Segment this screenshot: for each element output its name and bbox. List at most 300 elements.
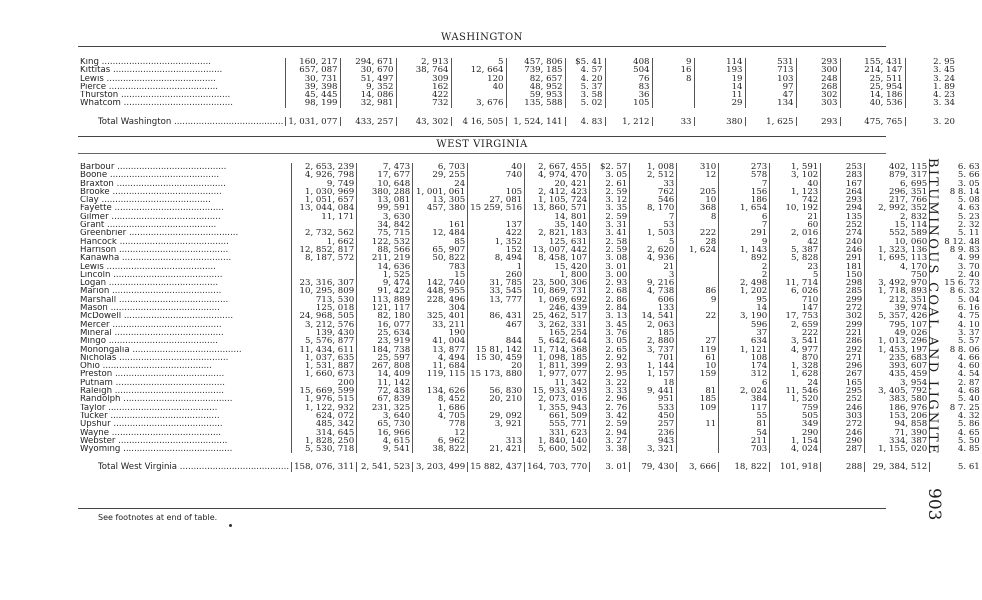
- table-cell: 5, 828: [770, 254, 821, 262]
- table-cell: 211: [719, 437, 770, 445]
- table-cell: 2. 84: [590, 304, 630, 312]
- table-cell: 2, 512: [630, 171, 677, 179]
- county-name: Greenbrier ........................................: [80, 229, 239, 238]
- table-cell: 51, 497: [340, 75, 396, 83]
- table-cell: 105: [605, 99, 652, 107]
- table-cell: 2. 96: [590, 395, 630, 403]
- table-cell: 2. 86: [590, 296, 630, 304]
- table-cell: 137: [468, 221, 525, 229]
- table-cell: 5. 23: [930, 213, 982, 221]
- table-cell: 13, 877: [413, 346, 468, 354]
- table-cell: [677, 180, 719, 188]
- table-cell: 21: [770, 213, 821, 221]
- table-cell: 181: [821, 263, 865, 271]
- table-cell: 14, 086: [340, 91, 396, 99]
- table-cell: 10, 295, 809: [292, 287, 357, 295]
- county-name: Mingo ........................................: [80, 337, 218, 346]
- table-cell: 312: [719, 370, 770, 378]
- table-cell: 264: [821, 188, 865, 196]
- table-row: [78, 204, 982, 212]
- table-cell: 185: [677, 395, 719, 403]
- table-cell: 40: [451, 83, 506, 91]
- table-cell: 4, 494: [413, 354, 468, 362]
- table-cell: 246: [821, 404, 865, 412]
- table-cell: 125, 018: [292, 304, 357, 312]
- table-cell: 165, 254: [525, 329, 590, 337]
- table-cell: 4. 20: [565, 75, 605, 83]
- table-cell: 164, 703, 770: [525, 462, 590, 471]
- table-cell: [652, 91, 694, 99]
- table-cell: 1, 531, 887: [292, 362, 357, 370]
- table-cell: 3, 737: [630, 346, 677, 354]
- table-cell: 5: [630, 238, 677, 246]
- table-cell: 504: [605, 66, 652, 74]
- table-cell: 2. 92: [590, 354, 630, 362]
- table-cell: 762: [630, 188, 677, 196]
- table-cell: 3, 676: [451, 99, 506, 107]
- table-cell: 290: [821, 437, 865, 445]
- table-cell: 1, 013, 296: [865, 337, 930, 345]
- county-name: Clay ........................................: [80, 196, 211, 205]
- table-cell: 39, 398: [286, 83, 340, 91]
- table-cell: 135, 588: [506, 99, 565, 107]
- table-cell: 31, 785: [468, 279, 525, 287]
- table-cell: 740: [468, 171, 525, 179]
- table-cell: 274: [821, 229, 865, 237]
- table-cell: 383, 580: [865, 395, 930, 403]
- table-cell: 293: [821, 196, 865, 204]
- table-cell: 114: [694, 58, 745, 66]
- table-cell: 292: [821, 346, 865, 354]
- table-cell: 9, 216: [630, 279, 677, 287]
- county-name: Gilmer ........................................: [80, 212, 221, 222]
- table-cell: 28: [677, 238, 719, 246]
- table-cell: 4. 75: [930, 312, 982, 320]
- table-cell: 4. 99: [930, 254, 982, 262]
- table-cell: 2, 541, 523: [357, 462, 413, 471]
- table-cell: 9: [652, 58, 694, 66]
- table-row: [78, 254, 982, 262]
- table-cell: 186, 976: [865, 404, 930, 412]
- table-cell: 313: [468, 437, 525, 445]
- table-cell: [413, 213, 468, 221]
- table-cell: 291: [719, 229, 770, 237]
- table-cell: 9: [677, 296, 719, 304]
- table-cell: [677, 379, 719, 387]
- table-cell: 293: [796, 117, 840, 126]
- table-top-rule: [78, 46, 886, 47]
- table-cell: 81: [719, 420, 770, 428]
- table-cell: 47: [745, 91, 796, 99]
- table-cell: 95: [719, 296, 770, 304]
- table-cell: 2, 073, 016: [525, 395, 590, 403]
- table-cell: 12, 852, 817: [292, 246, 357, 254]
- table-cell: [468, 180, 525, 188]
- table-cell: [468, 429, 525, 437]
- table-cell: 8 9. 83: [930, 246, 982, 254]
- table-cell: 152: [468, 246, 525, 254]
- table-cell: 240: [821, 238, 865, 246]
- table-cell: 4. 63: [930, 204, 982, 212]
- table-cell: 10: [677, 196, 719, 204]
- table-cell: 4, 738: [630, 287, 677, 295]
- table-cell: 1, 202: [719, 287, 770, 295]
- table-cell: 41, 004: [413, 337, 468, 345]
- table-cell: 1, 031, 077: [286, 117, 340, 126]
- table-row: [78, 304, 982, 312]
- table-cell: 3. 58: [565, 91, 605, 99]
- table-cell: 435, 459: [865, 370, 930, 378]
- table-cell: 23, 500, 306: [525, 279, 590, 287]
- table-cell: 160, 217: [286, 58, 340, 66]
- table-cell: 3. 76: [590, 329, 630, 337]
- table-cell: 15 259, 516: [468, 204, 525, 212]
- table-cell: 2. 59: [590, 246, 630, 254]
- table-cell: 25, 634: [357, 329, 413, 337]
- table-cell: [677, 304, 719, 312]
- table-cell: 657, 087: [286, 66, 340, 74]
- table-cell: 9, 541: [357, 445, 413, 453]
- table-cell: 15, 420: [525, 263, 590, 271]
- table-cell: 82, 180: [357, 312, 413, 320]
- table-cell: 14: [719, 304, 770, 312]
- table-cell: 1. 89: [905, 83, 957, 91]
- table-cell: 27: [677, 337, 719, 345]
- table-cell: 450: [630, 412, 677, 420]
- table-cell: 4. 57: [565, 66, 605, 74]
- table-cell: 2, 880: [630, 337, 677, 345]
- table-cell: 3. 35: [590, 204, 630, 212]
- table-cell: 29: [694, 99, 745, 107]
- table-cell: 98, 199: [286, 99, 340, 107]
- table-cell: 14, 636: [357, 263, 413, 271]
- table-cell: 1, 503: [630, 229, 677, 237]
- table-cell: 91, 422: [357, 287, 413, 295]
- table-cell: [652, 99, 694, 107]
- table-cell: 5, 600, 502: [525, 445, 590, 453]
- table-cell: [677, 437, 719, 445]
- table-cell: 79, 430: [630, 462, 677, 471]
- table-cell: 174: [719, 362, 770, 370]
- table-cell: 33, 545: [468, 287, 525, 295]
- table-row: [78, 287, 982, 295]
- table-cell: 81: [677, 387, 719, 395]
- table-cell: 3, 954: [865, 379, 930, 387]
- county-name: Wayne ........................................: [80, 428, 222, 437]
- table-cell: 205: [677, 188, 719, 196]
- table-cell: 212, 351: [865, 296, 930, 304]
- table-cell: 1, 520: [770, 395, 821, 403]
- table-cell: 3. 01: [590, 263, 630, 271]
- table-cell: 555, 771: [525, 420, 590, 428]
- table-row: [78, 412, 982, 420]
- table-cell: 5. 61: [930, 462, 982, 471]
- table-cell: 943: [630, 437, 677, 445]
- table-cell: 8 8. 06: [930, 346, 982, 354]
- table-cell: 71, 390: [865, 429, 930, 437]
- table-cell: 35, 140: [525, 221, 590, 229]
- table-cell: 29, 384, 512: [865, 462, 930, 471]
- table-row: [78, 188, 982, 196]
- table-cell: 422: [468, 229, 525, 237]
- page-number: [924, 488, 950, 528]
- table-cell: 1, 355, 943: [525, 404, 590, 412]
- table-cell: 22: [677, 312, 719, 320]
- table-cell: 200: [292, 379, 357, 387]
- table-cell: 3. 27: [590, 437, 630, 445]
- table-cell: 14, 801: [525, 213, 590, 221]
- table-cell: 10, 060: [865, 238, 930, 246]
- table-cell: 2, 620: [630, 246, 677, 254]
- table-cell: 8, 170: [630, 204, 677, 212]
- table-cell: 1, 352: [468, 238, 525, 246]
- table-cell: 246: [821, 429, 865, 437]
- county-name: Lewis ........................................: [80, 74, 216, 83]
- county-name: Barbour ........................................: [80, 163, 227, 172]
- table-cell: 3. 20: [905, 117, 957, 126]
- table-cell: 61: [677, 354, 719, 362]
- table-cell: 3. 13: [590, 312, 630, 320]
- table-cell: 40, 536: [840, 99, 905, 107]
- table-cell: 211, 219: [357, 254, 413, 262]
- table-cell: [468, 304, 525, 312]
- table-cell: 303: [796, 99, 840, 107]
- table-cell: [468, 213, 525, 221]
- table-row: [78, 362, 982, 370]
- table-cell: 3. 24: [905, 75, 957, 83]
- table-cell: 134, 626: [413, 387, 468, 395]
- table-cell: 133: [630, 304, 677, 312]
- county-name: Boone ........................................: [80, 171, 220, 180]
- table-cell: 8 7. 25: [930, 404, 982, 412]
- table-cell: [677, 254, 719, 262]
- table-cell: 713: [745, 66, 796, 74]
- table-cell: 380, 288: [357, 188, 413, 196]
- table-cell: 288: [821, 462, 865, 471]
- table-cell: 4. 65: [930, 429, 982, 437]
- table-cell: 18: [630, 379, 677, 387]
- table-row: [78, 171, 982, 179]
- table-row: [78, 437, 982, 445]
- table-cell: 5, 530, 718: [292, 445, 357, 453]
- table-cell: 53: [630, 221, 677, 229]
- table-cell: 380: [694, 117, 745, 126]
- table-cell: 13, 860, 571: [525, 204, 590, 212]
- county-name: Wyoming ........................................: [80, 445, 233, 454]
- table-cell: 12: [677, 171, 719, 179]
- table-cell: $5. 41: [565, 58, 605, 66]
- table-cell: 120: [451, 75, 506, 83]
- table-cell: 713, 530: [292, 296, 357, 304]
- table-cell: 310: [677, 163, 719, 171]
- table-cell: 15 882, 437: [468, 462, 525, 471]
- table-cell: 33: [652, 117, 694, 126]
- table-cell: 76: [605, 75, 652, 83]
- table-cell: 8 12. 48: [930, 238, 982, 246]
- table-cell: 158, 076, 311: [292, 462, 357, 471]
- county-name: Braxton ........................................: [80, 179, 226, 188]
- table-cell: 11, 171: [292, 213, 357, 221]
- table-cell: 65, 730: [357, 420, 413, 428]
- table-row: [78, 75, 957, 83]
- table-cell: 246: [821, 246, 865, 254]
- table-cell: 32, 981: [340, 99, 396, 107]
- table-cell: 248: [796, 75, 840, 83]
- table-row: [78, 445, 982, 453]
- table-cell: 11, 684: [413, 362, 468, 370]
- table-cell: 4, 926, 798: [292, 171, 357, 179]
- table-cell: [677, 271, 719, 279]
- table-cell: 8, 187, 572: [292, 254, 357, 262]
- table-cell: 86, 431: [468, 312, 525, 320]
- table-row: [78, 238, 982, 246]
- table-cell: 9, 749: [292, 180, 357, 188]
- table-cell: 1, 069, 692: [525, 296, 590, 304]
- table-cell: 11, 714: [770, 279, 821, 287]
- table-cell: 1, 695, 113: [865, 254, 930, 262]
- table-cell: 384: [719, 395, 770, 403]
- table-cell: 3, 102: [770, 171, 821, 179]
- table-cell: 4, 024: [770, 445, 821, 453]
- table-cell: 448, 955: [413, 287, 468, 295]
- table-cell: 19: [694, 75, 745, 83]
- table-cell: 24: [413, 180, 468, 188]
- table-cell: 4 16, 505: [451, 117, 506, 126]
- table-cell: 408: [605, 58, 652, 66]
- table-cell: 12: [413, 429, 468, 437]
- table-cell: 185: [630, 329, 677, 337]
- table-cell: 552, 589: [865, 229, 930, 237]
- table-cell: 2, 412, 423: [525, 188, 590, 196]
- table-cell: 302: [821, 312, 865, 320]
- table-cell: 119: [677, 346, 719, 354]
- table-row: [78, 395, 982, 403]
- table-cell: 2, 653, 239: [292, 163, 357, 171]
- table-cell: 1, 591: [770, 163, 821, 171]
- table-cell: 82, 657: [506, 75, 565, 83]
- table-cell: 50, 822: [413, 254, 468, 262]
- section-title-washington: WASHINGTON: [441, 32, 523, 43]
- county-name: Monongalia ........................................: [80, 345, 242, 354]
- table-cell: 38, 764: [396, 66, 451, 74]
- table-cell: 59, 953: [506, 91, 565, 99]
- section-divider-rule: [78, 136, 886, 137]
- table-cell: 2, 732, 562: [292, 229, 357, 237]
- table-cell: 2, 659: [770, 321, 821, 329]
- table-cell: 23, 919: [357, 337, 413, 345]
- table-cell: 14, 186: [840, 91, 905, 99]
- table-cell: 17, 753: [770, 312, 821, 320]
- table-cell: 99, 591: [357, 204, 413, 212]
- table-cell: 3. 08: [590, 254, 630, 262]
- table-cell: 5. 40: [930, 395, 982, 403]
- table-cell: 314, 645: [292, 429, 357, 437]
- table-cell: 596: [719, 321, 770, 329]
- table-cell: 295: [821, 387, 865, 395]
- table-cell: 6, 962: [413, 437, 468, 445]
- table-cell: 24, 968, 505: [292, 312, 357, 320]
- table-cell: 393, 607: [865, 362, 930, 370]
- table-cell: 20, 421: [525, 180, 590, 188]
- table-cell: 5, 357, 426: [865, 312, 930, 320]
- table-cell: 1, 624: [677, 246, 719, 254]
- table-cell: 4. 10: [930, 321, 982, 329]
- table-cell: 252: [821, 395, 865, 403]
- table-cell: 54: [719, 429, 770, 437]
- table-cell: 56, 830: [468, 387, 525, 395]
- table-cell: 2. 95: [905, 58, 957, 66]
- table-cell: 155, 431: [840, 58, 905, 66]
- table-cell: 20: [468, 362, 525, 370]
- table-cell: 43, 302: [396, 117, 451, 126]
- table-cell: 235, 683: [865, 354, 930, 362]
- table-cell: 422: [396, 91, 451, 99]
- footnote: See footnotes at end of table.: [98, 513, 218, 522]
- county-name: Marion ........................................: [80, 287, 222, 296]
- county-name: Randolph ........................................: [80, 395, 233, 404]
- table-cell: 16, 966: [357, 429, 413, 437]
- table-cell: 2. 68: [590, 287, 630, 295]
- table-cell: 457, 380: [413, 204, 468, 212]
- table-row: [78, 296, 982, 304]
- table-cell: 1, 660, 673: [292, 370, 357, 378]
- table-cell: 14, 541: [630, 312, 677, 320]
- table-cell: 4. 85: [930, 445, 982, 453]
- table-cell: 402, 115: [865, 163, 930, 171]
- table-cell: [292, 271, 357, 279]
- spacer-row: [78, 453, 982, 462]
- table-row: [78, 420, 982, 428]
- table-cell: 167: [821, 180, 865, 188]
- table-cell: 1, 143: [719, 246, 770, 254]
- table-cell: 25, 597: [357, 354, 413, 362]
- table-cell: 294, 671: [340, 58, 396, 66]
- table-cell: 325, 401: [413, 312, 468, 320]
- table-cell: 2, 016: [770, 229, 821, 237]
- table-cell: 1, 662: [292, 238, 357, 246]
- table-cell: 285: [821, 287, 865, 295]
- table-cell: 8, 452: [413, 395, 468, 403]
- table-cell: 40: [468, 163, 525, 171]
- table-cell: 546: [630, 196, 677, 204]
- table-cell: 75, 715: [357, 229, 413, 237]
- county-name: Webster ........................................: [80, 436, 228, 446]
- table-cell: 134: [745, 99, 796, 107]
- table-cell: 1, 976, 515: [292, 395, 357, 403]
- table-cell: [451, 91, 506, 99]
- table-cell: [677, 221, 719, 229]
- table-cell: 2, 024: [719, 387, 770, 395]
- table-cell: 6. 16: [930, 304, 982, 312]
- table-cell: 18, 822: [719, 462, 770, 471]
- county-name: Logan ........................................: [80, 279, 219, 288]
- table-cell: 1, 828, 250: [292, 437, 357, 445]
- table-cell: 299: [821, 296, 865, 304]
- county-name: Lewis ........................................: [80, 262, 216, 271]
- table-cell: 1, 628: [770, 370, 821, 378]
- table-cell: 3, 921: [468, 420, 525, 428]
- table-cell: 159: [677, 370, 719, 378]
- table-row: [78, 246, 982, 254]
- table-cell: 55: [719, 412, 770, 420]
- table-cell: 303: [821, 412, 865, 420]
- county-name: King ........................................: [80, 58, 211, 67]
- table-cell: 1, 037, 635: [292, 354, 357, 362]
- table-cell: 253: [821, 163, 865, 171]
- table-cell: 11, 142: [357, 379, 413, 387]
- table-cell: 193: [694, 66, 745, 74]
- table-cell: 7: [719, 180, 770, 188]
